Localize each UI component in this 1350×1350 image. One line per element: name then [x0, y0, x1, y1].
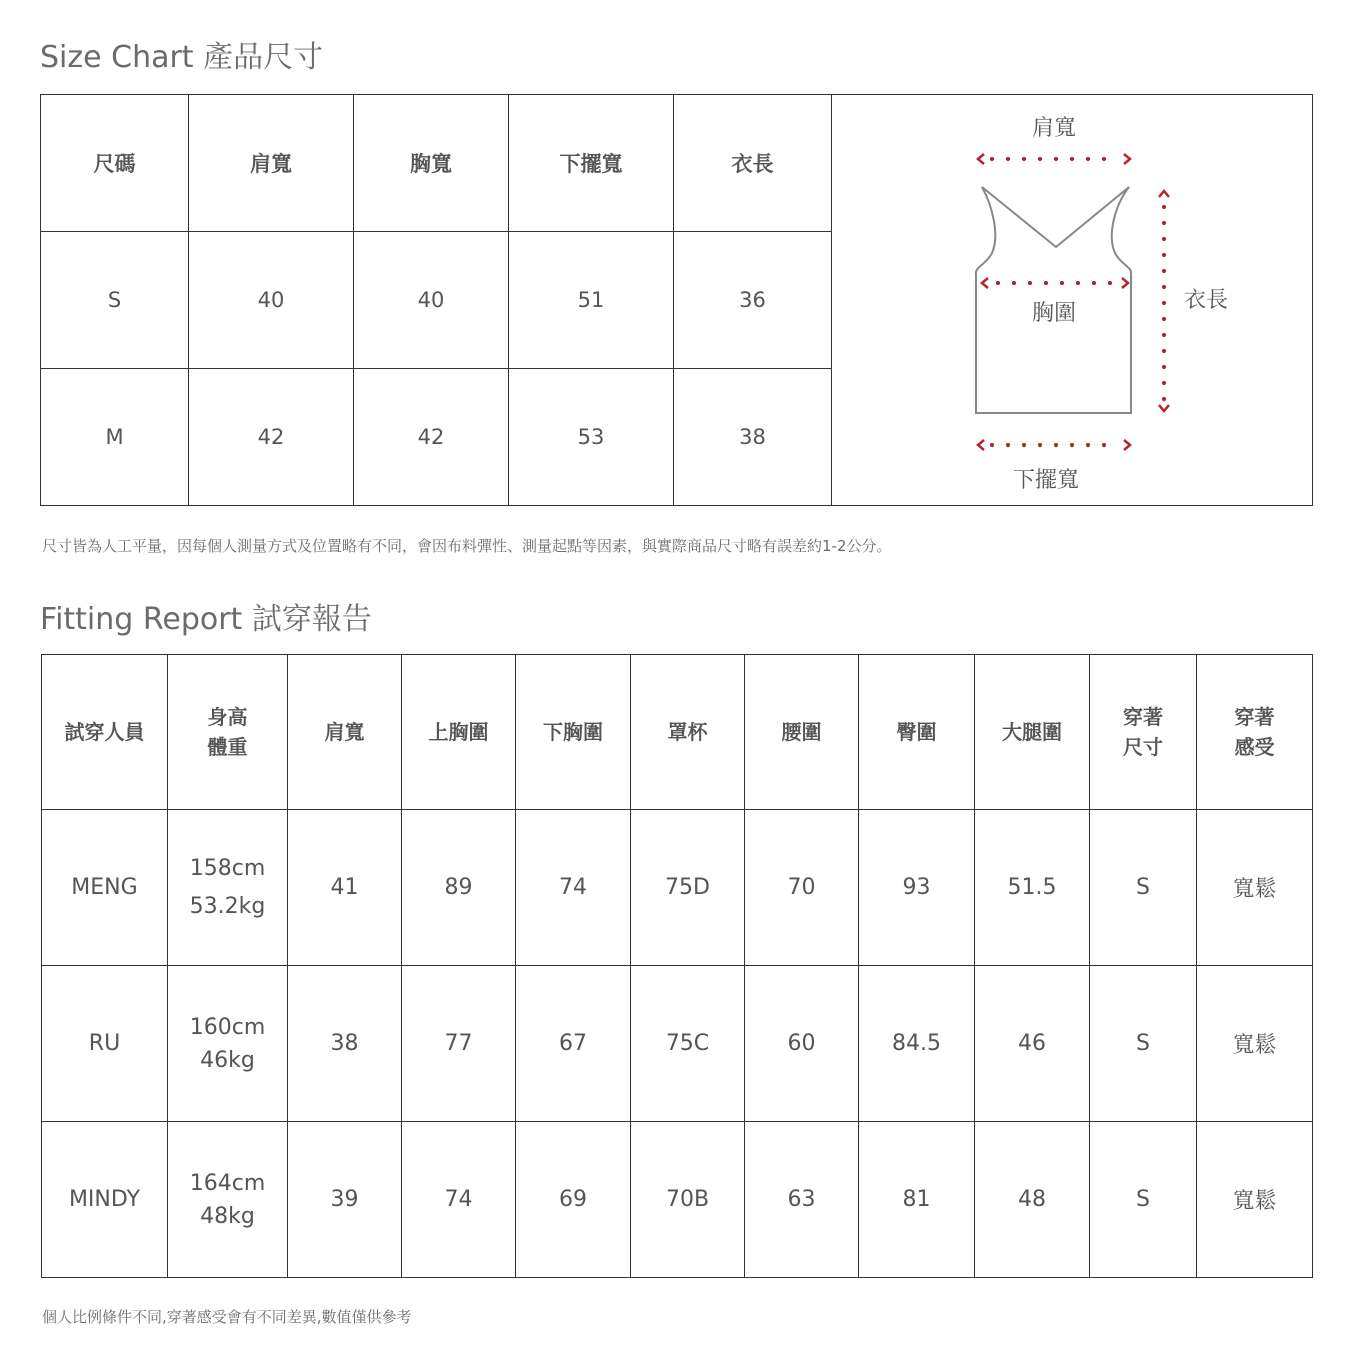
length-value: 36: [674, 232, 832, 369]
length-label: 衣長: [1183, 288, 1229, 313]
under-chest-header: 下胸圍: [516, 655, 631, 810]
height-weight: 164cm 48kg: [168, 1122, 288, 1278]
hem-value: 51: [509, 232, 674, 369]
shoulder-value: 39: [288, 1122, 402, 1278]
size-chart-note: 尺寸皆為人工平量，因每個人測量方式及位置略有不同，會因布料彈性、測量起點等因素，與實際商品尺寸略有誤差約1-2公分。: [42, 537, 892, 555]
shoulder-header: 肩寬: [189, 95, 354, 232]
chest-header: 胸寬: [354, 95, 509, 232]
shoulder-value: 41: [288, 810, 402, 966]
hem-arrow: [978, 440, 1130, 450]
size-header: 尺碼: [41, 95, 189, 232]
length-value: 38: [674, 369, 832, 506]
thigh-value: 48: [975, 1122, 1090, 1278]
hem-label: 下擺寬: [1012, 468, 1080, 493]
length-arrow: [1159, 191, 1169, 411]
thigh-header: 大腿圍: [975, 655, 1090, 810]
under-chest-value: 67: [516, 966, 631, 1122]
shoulder-value: 38: [288, 966, 402, 1122]
garment-diagram: [832, 95, 1313, 506]
cup-value: 75D: [631, 810, 745, 966]
size-chart-table: [40, 94, 1313, 506]
tester-name: MINDY: [42, 1122, 168, 1278]
worn-size-value: S: [1090, 810, 1197, 966]
waist-value: 63: [745, 1122, 859, 1278]
hem-header: 下擺寬: [509, 95, 674, 232]
waist-value: 60: [745, 966, 859, 1122]
shoulder-arrow: [978, 154, 1130, 164]
shoulder-value: 40: [189, 232, 354, 369]
feel-value: 寬鬆: [1197, 1122, 1313, 1278]
feel-value: 寬鬆: [1197, 810, 1313, 966]
worn-size-header: 穿著 尺寸: [1090, 655, 1197, 810]
chest-value: 40: [354, 232, 509, 369]
shoulder-header: 肩寬: [288, 655, 402, 810]
length-header: 衣長: [674, 95, 832, 232]
thigh-value: 46: [975, 966, 1090, 1122]
hip-value: 81: [859, 1122, 975, 1278]
tester-header: 試穿人員: [42, 655, 168, 810]
feel-header: 穿著 感受: [1197, 655, 1313, 810]
upper-chest-value: 89: [402, 810, 516, 966]
hip-value: 84.5: [859, 966, 975, 1122]
fitting-report-note: 個人比例條件不同,穿著感受會有不同差異,數值僅供參考: [42, 1308, 412, 1326]
height-weight: 158cm 53.2kg: [168, 810, 288, 966]
fitting-header-row: [42, 655, 1313, 810]
table-row: [42, 810, 1313, 966]
shoulder-label: 肩寬: [1031, 116, 1077, 141]
feel-value: 寬鬆: [1197, 966, 1313, 1122]
waist-header: 腰圍: [745, 655, 859, 810]
height-weight-header: 身高 體重: [168, 655, 288, 810]
hip-value: 93: [859, 810, 975, 966]
height-weight: 160cm 46kg: [168, 966, 288, 1122]
cup-header: 罩杯: [631, 655, 745, 810]
size-value: S: [41, 232, 189, 369]
hip-header: 臀圍: [859, 655, 975, 810]
under-chest-value: 74: [516, 810, 631, 966]
chest-value: 42: [354, 369, 509, 506]
table-row: [42, 966, 1313, 1122]
upper-chest-header: 上胸圍: [402, 655, 516, 810]
shoulder-value: 42: [189, 369, 354, 506]
hem-value: 53: [509, 369, 674, 506]
tank-top-outline: [976, 187, 1131, 413]
size-chart-title: Size Chart 產品尺寸: [40, 40, 324, 75]
cup-value: 75C: [631, 966, 745, 1122]
tank-top-diagram: [832, 95, 1310, 505]
under-chest-value: 69: [516, 1122, 631, 1278]
cup-value: 70B: [631, 1122, 745, 1278]
chest-label: 胸圍: [1031, 301, 1077, 326]
tester-name: RU: [42, 966, 168, 1122]
worn-size-value: S: [1090, 966, 1197, 1122]
fitting-report-title: Fitting Report 試穿報告: [40, 602, 372, 637]
tester-name: MENG: [42, 810, 168, 966]
fitting-report-table: [41, 654, 1313, 1278]
thigh-value: 51.5: [975, 810, 1090, 966]
waist-value: 70: [745, 810, 859, 966]
worn-size-value: S: [1090, 1122, 1197, 1278]
upper-chest-value: 74: [402, 1122, 516, 1278]
upper-chest-value: 77: [402, 966, 516, 1122]
table-row: [42, 1122, 1313, 1278]
chest-arrow: [982, 278, 1128, 288]
size-value: M: [41, 369, 189, 506]
